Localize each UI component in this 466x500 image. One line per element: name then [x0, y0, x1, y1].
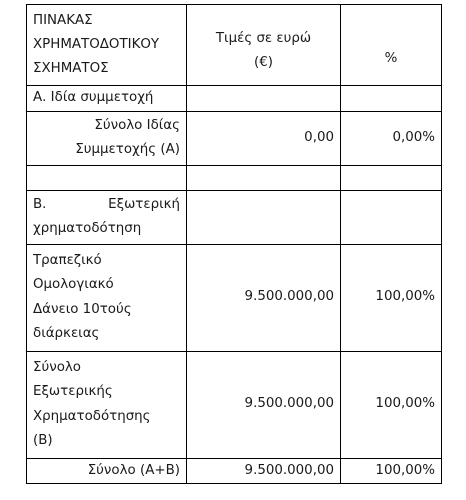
- label-line: Ομολογιακό: [33, 277, 114, 292]
- table-row: [27, 351, 442, 458]
- header-values-line: Τιμές σε ευρώ: [215, 31, 312, 46]
- bank-loan-value: 9.500.000,00: [187, 244, 341, 351]
- label-line: Σύνολο: [33, 359, 81, 375]
- table-row: [27, 244, 442, 351]
- section-b-subtotal-label: [27, 351, 187, 458]
- empty-cell: [187, 190, 341, 244]
- empty-cell: [27, 165, 187, 190]
- label-line: Εξωτερικής: [33, 384, 113, 399]
- section-a-subtotal-percent: 0,00%: [341, 111, 442, 165]
- label-line: Σύνολο Ιδίας: [94, 117, 180, 133]
- label-line: (Β): [33, 433, 53, 448]
- section-b-title: [27, 190, 187, 244]
- empty-cell: [187, 165, 341, 190]
- table-row: [27, 86, 442, 112]
- label-line: διάρκειας: [33, 326, 100, 341]
- total-value: 9.500.000,00: [187, 458, 341, 484]
- header-percent-cell: %: [341, 5, 442, 86]
- header-scheme-line: ΣΧΗΜΑΤΟΣ: [33, 61, 109, 76]
- table-row: [27, 111, 442, 165]
- header-values-cell: [187, 5, 341, 86]
- empty-cell: [341, 86, 442, 112]
- financing-scheme-table: [26, 4, 442, 484]
- table-row-empty: [27, 165, 442, 190]
- section-b-subtotal-percent: 100,00%: [341, 351, 442, 458]
- label-line: Δάνειο 10τούς: [33, 301, 132, 317]
- label-line: Χρηματοδότησης: [33, 408, 151, 424]
- empty-cell: [341, 165, 442, 190]
- section-b-subtotal-value: 9.500.000,00: [187, 351, 341, 458]
- total-percent: 100,00%: [341, 458, 442, 484]
- section-b-title-line: [33, 193, 180, 218]
- table-row-total: [27, 458, 442, 484]
- bank-loan-percent: 100,00%: [341, 244, 442, 351]
- section-a-subtotal-label: [27, 111, 187, 165]
- section-a-title: Α. Ιδία συμμετοχή: [27, 86, 187, 112]
- label-line: Συμμετοχής (Α): [75, 142, 180, 157]
- empty-cell: [187, 86, 341, 112]
- bank-loan-label: [27, 244, 187, 351]
- empty-cell: [341, 190, 442, 244]
- section-b-title-line: χρηματοδότηση: [33, 221, 142, 236]
- total-label: Σύνολο (Α+Β): [27, 458, 187, 484]
- table-header-row: [27, 5, 442, 86]
- table-row: [27, 190, 442, 244]
- title-word: Εξωτερική: [108, 196, 180, 212]
- section-a-subtotal-value: 0,00: [187, 111, 341, 165]
- title-word: Β.: [33, 196, 47, 212]
- header-values-line: (€): [254, 55, 273, 70]
- header-scheme-line: ΧΡΗΜΑΤΟΔΟΤΙΚΟΥ: [33, 37, 160, 52]
- header-scheme-cell: [27, 5, 187, 86]
- header-scheme-line: ΠΙΝΑΚΑΣ: [33, 13, 93, 28]
- label-line: Τραπεζικό: [33, 252, 102, 268]
